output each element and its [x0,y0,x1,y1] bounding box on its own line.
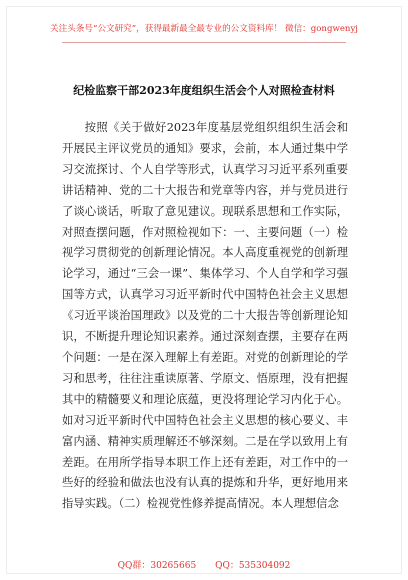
document-body: 按照《关于做好2023年度基层党组织组织生活会和开展民主评议党员的通知》要求，会前，本人通过集中学习交流探讨、个人自学等形式，认真学习习近平系列重要讲话精神、党的二十大报告和党章等内容，并与党员进行了谈心谈话，听取了意见建议。现联系思想和工作实际，对照查摆问题，作对照检视如下：一、主要问题（一）检视学习贯彻党的创新理论情况。本人高度重视党的创新理论学习，通过“三会一课”、集体学习、个人自学和学习强国等方式，认真学习习近平新时代中国特色社会主义思想《习近平谈治国理政》以及党的二十大报告等创新理论知识，不断提升理论知识素养。通过深刻查摆，主要存在两个问题：一是在深入理解上有差距。对党的创新理论的学习和思考，往往注重读原著、学原文、悟原理，没有把握其中的精髓要义和理论底蕴，更没将理论学习内化于心。如对习近平新时代中国特色社会主义思想的核心要义、丰富内涵、精神实质理解还不够深刻。二是在学以致用上有差距。在用所学指导本职工作上还有差距，对工作中的一些好的经验和做法也没有认真的提炼和升华，更好地用来指导实践。（二）检视党性修养提高情况。本人理想信念 [62,121,348,511]
footer-qq: QQ：535304092 [215,561,291,571]
document-title: 纪检监察干部2023年度组织生活会个人对照检查材料 [73,84,335,97]
header-banner: 关注头条号“公文研究”，获得最新最全最专业的公文资料库！ 微信：gongwenyj [50,24,358,34]
footer-contact [0,558,408,571]
header-divider [62,42,346,43]
footer-qq-group: QQ群：30265665 [117,561,197,571]
